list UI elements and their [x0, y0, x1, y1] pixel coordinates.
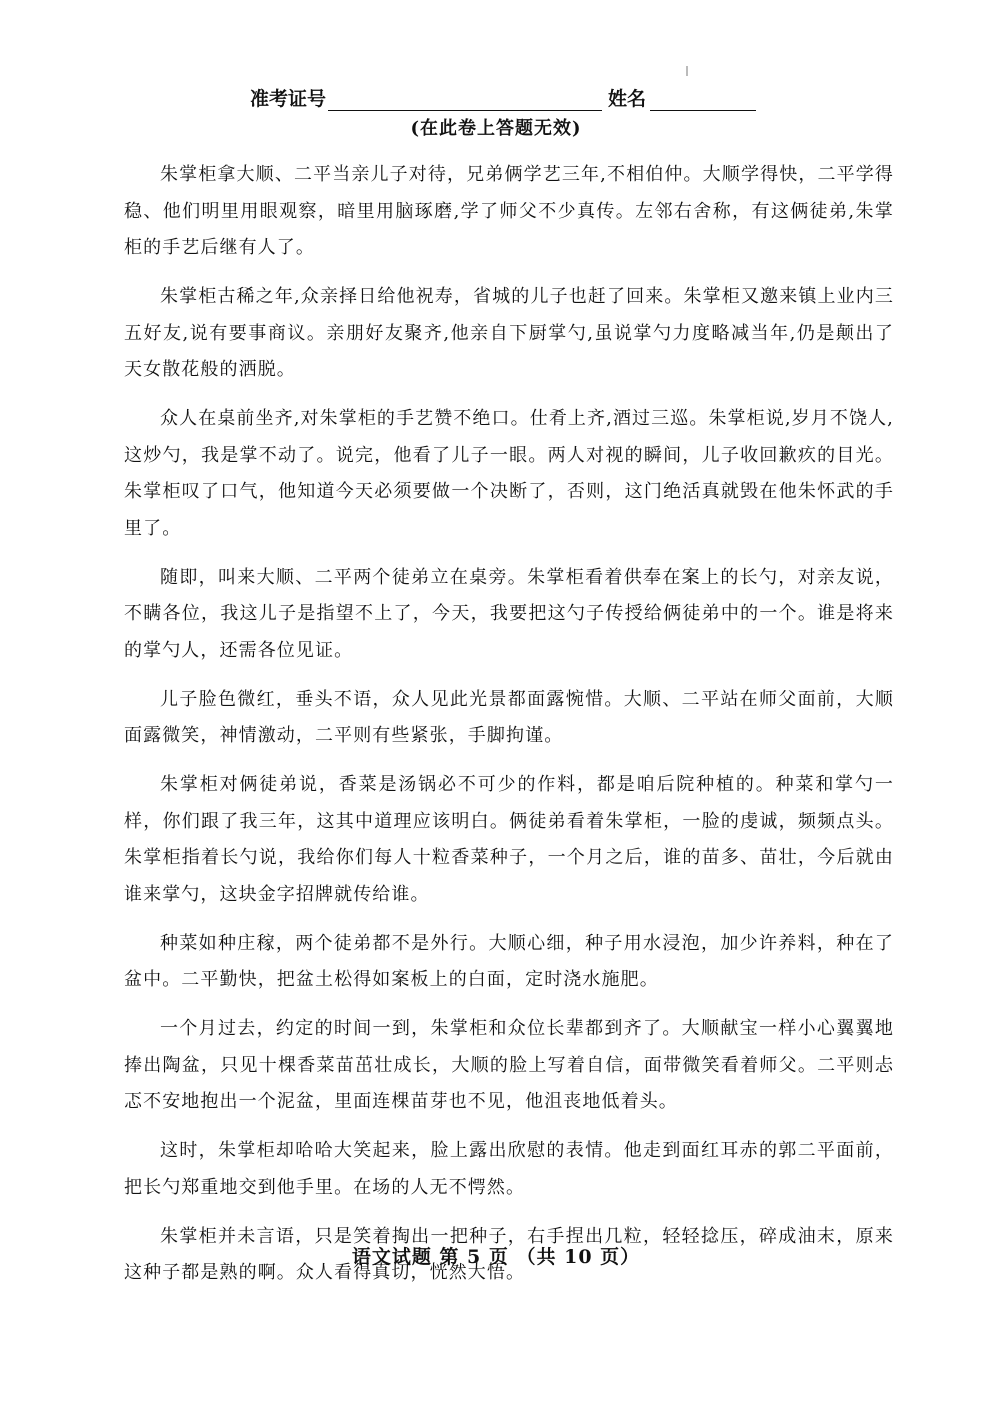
paragraph-3: 众人在桌前坐齐,对朱掌柜的手艺赞不绝口。仕肴上齐,酒过三巡。朱掌柜说,岁月不饶人,这炒勺，我是掌不动了。说完，他看了儿子一眼。两人对视的瞬间，儿子收回歉疚的目光。朱掌柜叹了口气，他知道今天必须要做一个决断了，否则，这门绝活真就毁在他朱怀武的手里了。: [124, 408, 894, 539]
exam-id-label: 准考证号: [250, 88, 327, 110]
exam-header: [250, 80, 770, 114]
invalid-answer-notice: (在此卷上答题无效): [410, 118, 582, 139]
page-footer: 语文试题 第 5 页 （共 10 页）: [351, 1246, 641, 1268]
passage: [124, 157, 894, 1304]
paragraph-4: 随即，叫来大顺、二平两个徒弟立在桌旁。朱掌柜看着供奉在案上的长勺，对亲友说，不瞒各位，我这儿子是指望不上了，今天，我要把这勺子传授给俩徒弟中的一个。谁是将来的掌勺人，还需各位见证。: [124, 566, 894, 661]
paragraph-8: 一个月过去，约定的时间一到，朱掌柜和众位长辈都到齐了。大顺献宝一样小心翼翼地捧出陶盆，只见十棵香菜苗茁壮成长，大顺的脸上写着自信，面带微笑看着师父。二平则忐忑不安地抱出一个泥盆，里面连棵苗芽也不见，他沮丧地低着头。: [124, 1018, 894, 1112]
name-label: 姓名: [608, 88, 647, 110]
paragraph-5: 儿子脸色微红，垂头不语，众人见此光景都面露惋惜。大顺、二平站在师父面前，大顺面露微笑，神情激动，二平则有些紧张，手脚拘谨。: [124, 688, 894, 746]
paragraph-7: 种菜如种庄稼，两个徒弟都不是外行。大顺心细，种子用水浸泡，加少许养料，种在了盆中。二平勤快，把盆土松得如案板上的白面，定时浇水施肥。: [124, 932, 894, 990]
paragraph-1: 朱掌柜拿大顺、二平当亲儿子对待，兄弟俩学艺三年,不相伯仲。大顺学得快，二平学得稳、他们明里用眼观察，暗里用脑琢磨,学了师父不少真传。左邻右舍称，有这俩徒弟,朱掌柜的手艺后继有人了。: [124, 164, 894, 258]
paragraph-6: 朱掌柜对俩徒弟说，香菜是汤锅必不可少的作料，都是咱后院种植的。种菜和掌勺一样，你们跟了我三年，这其中道理应该明白。俩徒弟看着朱掌柜，一脸的虔诚，频频点头。朱掌柜指着长勺说，我给你们每人十粒香菜种子，一个月之后，谁的苗多、苗壮，今后就由谁来掌勺，这块金字招牌就传给谁。: [124, 774, 894, 905]
exam-id-blank: [328, 110, 602, 111]
scan-speck: [686, 66, 688, 76]
paragraph-9: 这时，朱掌柜却哈哈大笑起来，脸上露出欣慰的表情。他走到面红耳赤的郭二平面前，把长勺郑重地交到他手里。在场的人无不愕然。: [124, 1140, 894, 1198]
name-blank: [650, 110, 756, 111]
paragraph-2: 朱掌柜古稀之年,众亲择日给他祝寿，省城的儿子也赶了回来。朱掌柜又邀来镇上业内三五好友,说有要事商议。亲朋好友聚齐,他亲自下厨掌勺,虽说掌勺力度略减当年,仍是颠出了天女散花般的洒脱。: [124, 286, 894, 380]
paragraph-10: 朱掌柜并未言语，只是笑着掏出一把种子，右手捏出几粒，轻轻捻压，碎成油末，原来这种子都是熟的啊。众人看得真切，恍然大悟。: [124, 1225, 894, 1283]
